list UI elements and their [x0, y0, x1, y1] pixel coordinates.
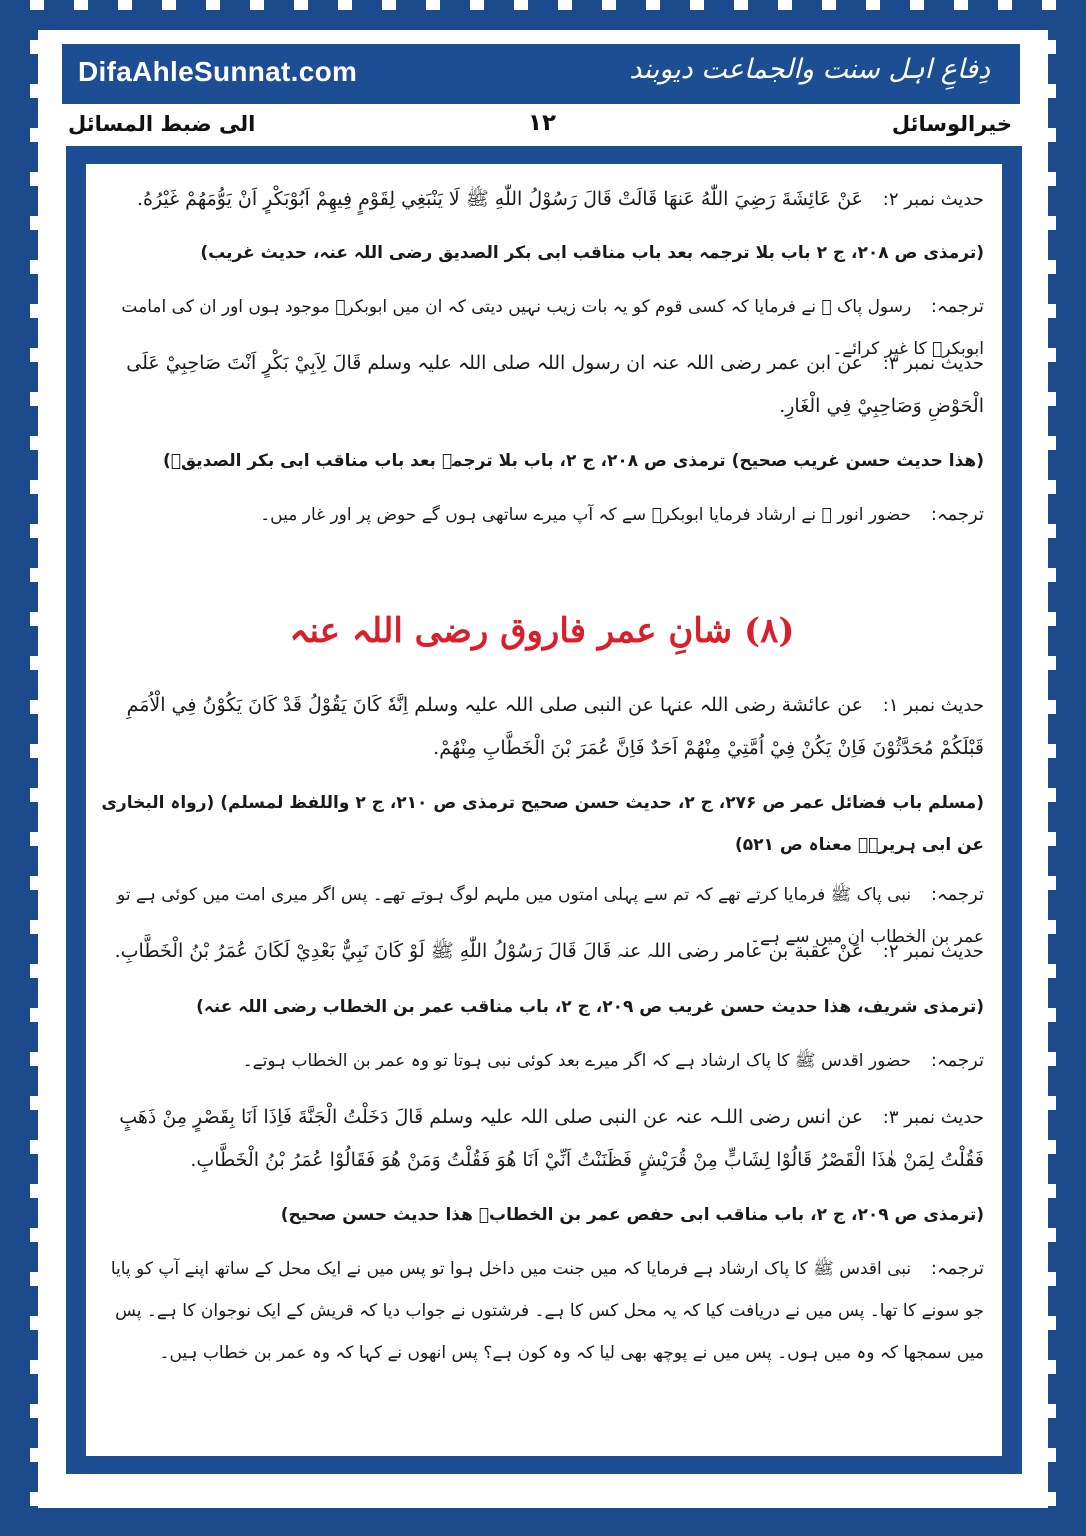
hadith-3-arabic: [100, 342, 984, 428]
translation-text: نبی اقدس ﷺ کا پاک ارشاد ہے فرمایا کہ میں جنت میں داخل ہوا تو پس میں نے ایک محل کے ساتھ اپنے آپ کو پایا جو سونے کا تھا۔ پس میں نے دریافت کیا کہ یہ محل کس کا ہے۔ فرشتوں نے جواب دیا کہ قریش کے ایک نوجوان کا ہے۔ پس میں سمجھا کہ وہ میں ہوں۔ پس میں نے پوچھ بھی لیا کہ وہ کون ہے؟ پس انھوں نے کہا کہ وہ عمر بن خطاب ہیں۔: [110, 1259, 984, 1363]
reference-text: (ترمذی ص ۲۰۸، ج ۲ باب بلا ترجمہ بعد باب مناقب ابی بکر الصدیق رضی اللہ عنہ، حدیث غریب): [200, 243, 984, 263]
reference: [100, 440, 984, 482]
reference: [100, 986, 984, 1028]
reference-text: (ھذا حدیث حسن غریب صحیح) ترمذی ص ۲۰۸، ج ۲، باب بلا ترجمہ بعد باب مناقب ابی بکر الصدیقؓ): [163, 451, 984, 471]
translation-text: نبی پاک ﷺ فرمایا کرتے تھے کہ تم سے پہلی امتوں میں ملہم لوگ ہوتے تھے۔ پس اگر میری امت میں کوئی ہے تو عمر بن الخطاب ان میں سے ہے۔: [117, 885, 984, 947]
translation: [100, 494, 984, 536]
brand-title: دِفاعِ اہل سنت والجماعت دیوبند: [629, 54, 990, 85]
hadith-label: حدیث نمبر ۲:: [882, 941, 984, 962]
translation: [100, 1248, 984, 1374]
translation-text: حضور اقدس ﷺ کا پاک ارشاد ہے کہ اگر میرے بعد کوئی نبی ہوتا تو وہ عمر بن الخطاب ہوتے۔: [242, 1051, 912, 1071]
subheader: [62, 106, 1020, 144]
translation-label: ترجمہ:: [930, 884, 984, 905]
subheader-right-title: خیرالوسائل: [891, 112, 1012, 136]
translation-label: ترجمہ:: [930, 296, 984, 317]
reference: [100, 782, 984, 866]
reference-text: (ترمذی ص ۲۰۹، ج ۲، باب مناقب ابی حفص عمر بن الخطابؓ ھذا حدیث حسن صحیح): [280, 1205, 984, 1225]
translation: [100, 1040, 984, 1082]
hadith-text: عَنْ عقبة بن عامر رضی اللہ عنہ قَالَ قَالَ رَسُوْلُ اللّٰهِ ﷺ لَوْ كَانَ نَبِيٌّ بَعْدِيْ لَكَانَ عُمَرُ بْنُ الْخَطَّابِ.: [114, 940, 864, 962]
hadith-label: حدیث نمبر ۳:: [882, 353, 984, 374]
hadith-text: عن ابن عمر رضی اللہ عنہ ان رسول اللہ صلی اللہ علیہ وسلم قَالَ لِاَبِيْ بَكْرٍ اَنْتَ صَاحِبِيْ عَلَى الْحَوْضِ وَصَاحِبِيْ فِي الْغَارِ.: [126, 352, 984, 417]
translation-text: رسول پاک ﷺ نے فرمایا کہ کسی قوم کو یہ بات زیب نہیں دیتی کہ ان میں ابوبکرؓ موجود ہوں اور ان کی امامت ابوبکرؓ کا غیر کرائے۔: [121, 297, 984, 359]
site-name: DifaAhleSunnat.com: [78, 56, 358, 87]
translation-label: ترجمہ:: [930, 504, 984, 525]
reference: [100, 232, 984, 274]
reference-text: (ترمذی شریف، ھذا حدیث حسن غریب ص ۲۰۹، ج ۲، باب مناقب عمر بن الخطاب رضی اللہ عنہ): [196, 997, 984, 1017]
subheader-left-title: الی ضبط المسائل: [68, 112, 256, 136]
reference: [100, 1194, 984, 1236]
hadith-text: عَنْ عَائِشَةَ رَضِيَ اللّٰهُ عَنهَا قَالَتْ قَالَ رَسُوْلُ اللّٰهِ ﷺ لَا يَنْبَغِي لِقَوْمٍ فِيهِمْ اَبُوْبَكْرٍ اَنْ يَوُّمَهُمْ غَيْرُهُ.: [136, 188, 864, 210]
translation-text: حضور انور ﷺ نے ارشاد فرمایا ابوبکرؓ سے کہ آپ میرے ساتھی ہوں گے حوض پر اور غار میں۔: [260, 505, 912, 525]
hadith-label: حدیث نمبر ۳:: [882, 1107, 984, 1128]
reference-text: (مسلم باب فضائل عمر ص ۲۷۶، ج ۲، حدیث حسن صحیح ترمذی ص ۲۱۰، ج ۲ واللفظ لمسلم) (رواہ البخاری عن ابی ہریرۃؓ معناہ ص ۵۲۱): [101, 793, 984, 855]
hadith-1-arabic: [100, 684, 984, 770]
page-number: ۱۲: [527, 110, 557, 136]
hadith-2-arabic: [100, 178, 984, 221]
hadith-label: حدیث نمبر ۲:: [882, 189, 984, 210]
header-bar: [62, 44, 1020, 104]
translation-label: ترجمہ:: [930, 1258, 984, 1279]
hadith-3-arabic: [100, 1096, 984, 1182]
section-heading: (۸) شانِ عمر فاروق رضی اللہ عنہ: [289, 611, 795, 651]
hadith-label: حدیث نمبر ۱:: [882, 695, 984, 716]
hadith-text: عن عائشة رضی اللہ عنہا عن النبی صلی اللہ علیہ وسلم اِنَّهٗ كَانَ يَقُوْلُ قَدْ كَانَ يَكُوْنُ فِي الْاُمَمِ قَبْلَكُمْ مُحَدَّثُوْنَ فَاِنْ يَكُنْ فِيْ اُمَّتِيْ مِنْهُمْ اَحَدٌ فَاِنَّ عُمَرَ بْنَ الْخَطَّابِ مِنْهُمْ.: [126, 694, 984, 759]
translation-label: ترجمہ:: [930, 1050, 984, 1071]
hadith-2-arabic: [100, 930, 984, 973]
hadith-text: عن انس رضی اللـہ عنہ عن النبی صلی اللہ علیہ وسلم قَالَ دَخَلْتُ الْجَنَّةَ فَاِذَا اَنَا بِقَصْرٍ مِنْ ذَهَبٍ فَقُلْتُ لِمَنْ هٰذَا الْقَصْرُ قَالُوْا لِشَابٍّ مِنْ قُرَيْشٍ فَظَنَنْتُ اَنِّيْ اَنَا هُوَ فَقُلْتُ وَمَنْ هُوَ فَقَالُوْا عُمَرُ بْنُ الْخَطَّابِ.: [119, 1106, 984, 1171]
